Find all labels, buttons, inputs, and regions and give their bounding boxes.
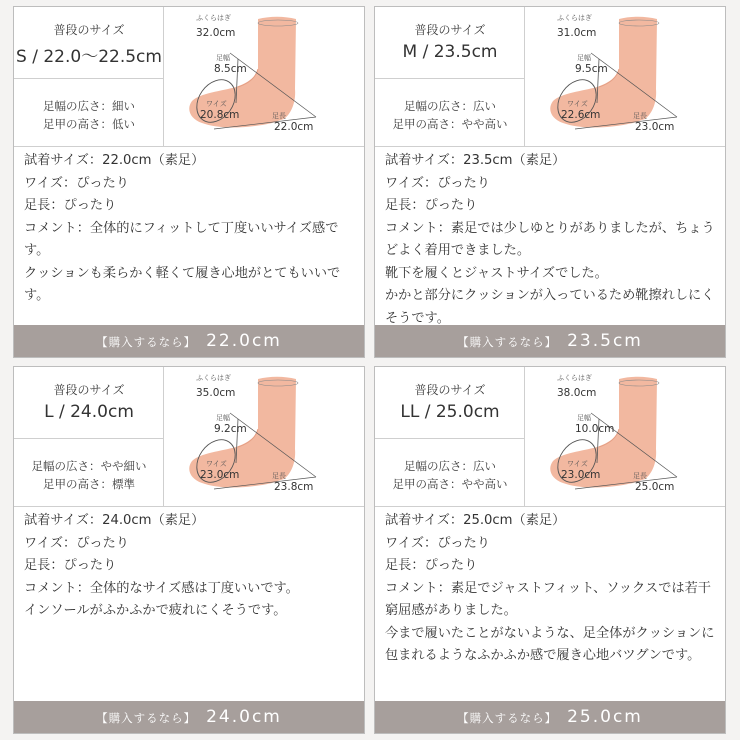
foot-features-cell	[375, 79, 525, 147]
comment-line: 試着サイズ：25.0cm（素足）	[385, 513, 566, 528]
wise-label: ワイズ	[206, 460, 227, 468]
recommended-size-bar	[375, 701, 725, 733]
recommended-size-label: 【購入するなら】	[457, 335, 558, 349]
foot-measurement-diagram	[166, 7, 364, 147]
ankle-label: 足幅	[216, 414, 230, 422]
length-value: 23.8cm	[274, 481, 314, 493]
length-label: 足長	[272, 472, 286, 480]
size-info-panel	[375, 367, 525, 507]
foot-width-feature: 足幅の広さ：細い	[43, 99, 135, 113]
ankle-label: 足幅	[577, 54, 591, 62]
instep-height-feature: 足甲の高さ：標準	[43, 477, 135, 491]
recommended-size-value: 25.0cm	[567, 707, 643, 727]
usual-size-label: 普段のサイズ	[414, 23, 486, 37]
comment-line: 試着サイズ：23.5cm（素足）	[385, 153, 566, 168]
size-info-panel	[14, 7, 164, 147]
length-label: 足長	[633, 472, 647, 480]
instep-height-feature: 足甲の高さ：やや高い	[392, 117, 508, 131]
recommended-size-value: 23.5cm	[567, 331, 643, 351]
size-review-card	[374, 366, 726, 734]
wise-value: 22.6cm	[561, 109, 601, 121]
ankle-label: 足幅	[577, 414, 591, 422]
length-value: 22.0cm	[274, 121, 314, 133]
comment-line: コメント：素足でジャストフィット、ソックスでは若干窮屈感がありました。	[385, 580, 711, 618]
usual-size-label: 普段のサイズ	[53, 23, 125, 37]
foot-width-feature: 足幅の広さ：やや細い	[31, 459, 147, 473]
recommended-size-label: 【購入するなら】	[96, 711, 197, 725]
calf-label: ふくらはぎ	[196, 374, 231, 382]
foot-measurement-diagram	[527, 367, 725, 507]
instep-height-feature: 足甲の高さ：やや高い	[392, 477, 508, 491]
size-info-panel	[14, 367, 164, 507]
calf-value: 38.0cm	[557, 387, 597, 399]
wise-label: ワイズ	[567, 100, 588, 108]
card-header	[14, 7, 364, 147]
instep-height-feature: 足甲の高さ：低い	[43, 117, 135, 131]
usual-size-cell	[375, 7, 525, 79]
review-comment	[385, 510, 720, 668]
usual-size-cell	[14, 7, 164, 79]
recommended-size-label: 【購入するなら】	[96, 335, 197, 349]
usual-size-value: L / 24.0cm	[44, 402, 134, 422]
wise-label: ワイズ	[206, 100, 227, 108]
comment-line: 靴下を履くとジャストサイズでした。	[385, 265, 608, 281]
calf-value: 35.0cm	[196, 387, 236, 399]
recommended-size-label: 【購入するなら】	[457, 711, 558, 725]
size-review-card	[13, 6, 365, 358]
foot-features-cell	[375, 439, 525, 507]
length-value: 25.0cm	[635, 481, 675, 493]
usual-size-value: S / 22.0〜22.5cm	[16, 47, 162, 67]
comment-line: コメント：全体的なサイズ感は丁度いいです。	[24, 580, 299, 596]
usual-size-value: M / 23.5cm	[402, 42, 498, 62]
card-header	[375, 367, 725, 507]
calf-label: ふくらはぎ	[557, 14, 592, 22]
ankle-label: 足幅	[216, 54, 230, 62]
ankle-value: 8.5cm	[214, 63, 247, 75]
review-comment	[24, 150, 359, 308]
comment-line: コメント：素足では少しゆとりがありましたが、ちょうどよく着用できました。	[385, 220, 715, 258]
recommended-size-bar	[375, 325, 725, 357]
wise-label: ワイズ	[567, 460, 588, 468]
length-label: 足長	[633, 112, 647, 120]
comment-line: クッションも柔らかく軽くて履き心地がとてもいいです。	[24, 265, 341, 303]
size-info-panel	[375, 7, 525, 147]
comment-line: 試着サイズ：24.0cm（素足）	[24, 513, 205, 528]
comment-line: かかと部分にクッションが入っているため靴擦れしにくそうです。	[385, 288, 715, 326]
wise-value: 23.0cm	[561, 469, 601, 481]
size-review-card	[13, 366, 365, 734]
comment-line: ワイズ：ぴったり	[385, 175, 490, 191]
recommended-size-bar	[14, 325, 364, 357]
usual-size-cell	[375, 367, 525, 439]
ankle-value: 9.5cm	[575, 63, 608, 75]
calf-value: 31.0cm	[557, 27, 597, 39]
comment-line: ワイズ：ぴったり	[24, 535, 129, 551]
comment-line: 足長：ぴったり	[24, 198, 117, 213]
comment-line: 足長：ぴったり	[385, 198, 478, 213]
usual-size-label: 普段のサイズ	[414, 383, 486, 397]
calf-value: 32.0cm	[196, 27, 236, 39]
ankle-value: 10.0cm	[575, 423, 615, 435]
foot-measurement-diagram	[166, 367, 364, 507]
usual-size-cell	[14, 367, 164, 439]
length-label: 足長	[272, 112, 286, 120]
foot-features-cell	[14, 439, 164, 507]
recommended-size-bar	[14, 701, 364, 733]
foot-width-feature: 足幅の広さ：広い	[404, 99, 496, 113]
comment-line: ワイズ：ぴったり	[385, 535, 490, 551]
wise-value: 23.0cm	[200, 469, 240, 481]
calf-label: ふくらはぎ	[557, 374, 592, 382]
comment-line: 足長：ぴったり	[24, 558, 117, 573]
usual-size-label: 普段のサイズ	[53, 383, 125, 397]
wise-value: 20.8cm	[200, 109, 240, 121]
size-review-card	[374, 6, 726, 358]
card-header	[375, 7, 725, 147]
comment-line: コメント：全体的にフィットして丁度いいサイズ感です。	[24, 220, 339, 258]
comment-line: 試着サイズ：22.0cm（素足）	[24, 153, 205, 168]
length-value: 23.0cm	[635, 121, 675, 133]
recommended-size-value: 22.0cm	[206, 331, 282, 351]
comment-line: 足長：ぴったり	[385, 558, 478, 573]
review-comment	[24, 510, 359, 623]
review-comment	[385, 150, 720, 330]
recommended-size-value: 24.0cm	[206, 707, 282, 727]
foot-measurement-diagram	[527, 7, 725, 147]
comment-line: ワイズ：ぴったり	[24, 175, 129, 191]
foot-features-cell	[14, 79, 164, 147]
comment-line: インソールがふかふかで疲れにくそうです。	[24, 603, 287, 618]
ankle-value: 9.2cm	[214, 423, 247, 435]
usual-size-value: LL / 25.0cm	[400, 402, 500, 422]
foot-width-feature: 足幅の広さ：広い	[404, 459, 496, 473]
calf-label: ふくらはぎ	[196, 14, 231, 22]
card-header	[14, 367, 364, 507]
comment-line: 今まで履いたことがないような、足全体がクッションに包まれるようなふかふか感で履き心地バツグンです。	[385, 625, 715, 663]
